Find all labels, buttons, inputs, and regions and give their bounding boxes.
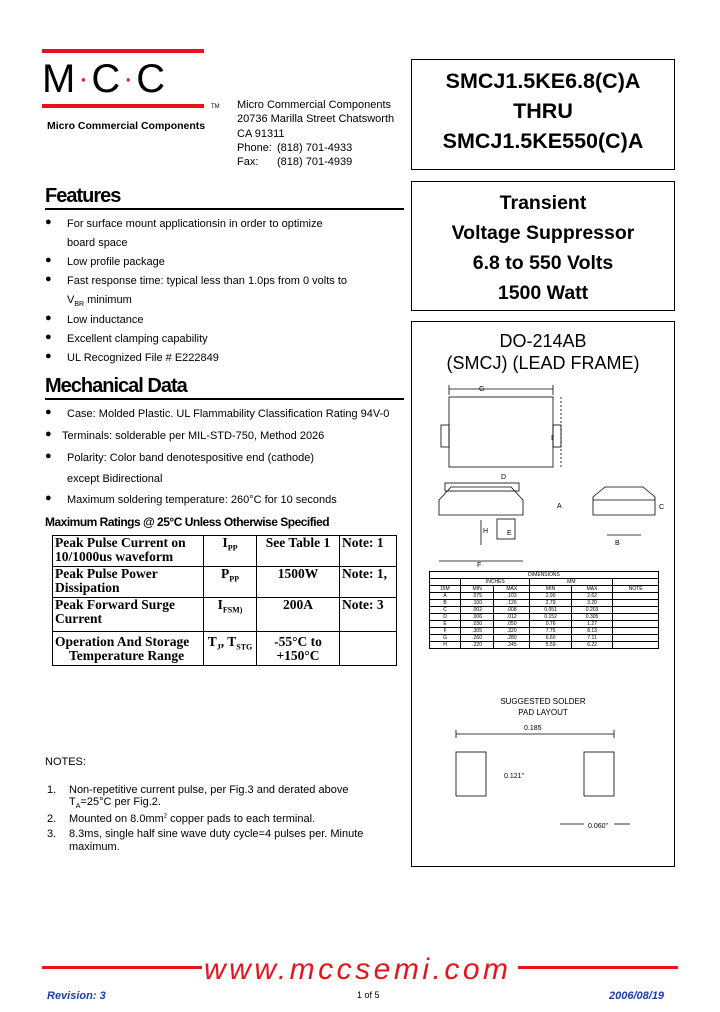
dim-label-e: E xyxy=(507,530,512,537)
table-row: B .100 .126 2.79 3.20 xyxy=(430,600,659,607)
top-view xyxy=(441,385,561,467)
note-item: 2. Mounted on $8.0mm^2$ copper pads to each terminal. xyxy=(47,813,316,825)
table-row: Operation And Storage Temperature Range $T_J$, $T_{STG}$ -55°C to +150°C xyxy=(53,632,397,666)
logo-subtitle: Micro Commercial Components xyxy=(47,120,206,132)
page-number: 1 of 5 xyxy=(357,990,380,1000)
solder-title: SUGGESTED SOLDER PAD LAYOUT xyxy=(500,697,586,717)
table-row: DIM MIN MAX MIN MAX NOTE xyxy=(430,586,659,593)
header-bottom-rule xyxy=(42,104,204,108)
mcc-logo: M·C·C xyxy=(42,57,167,101)
table-row: G .260 .280 6.60 7.11 xyxy=(430,635,659,642)
note-item: 1. Non-repetitive current pulse, per Fig.3 and derated above $T_A=25^\circ C$ per Fig.2. xyxy=(47,784,349,811)
table-row: C .002 .008 0.051 0.203 xyxy=(430,607,659,614)
notes-title: NOTES: xyxy=(45,756,86,768)
max-ratings-title: Maximum Ratings @ 25°C Unless Otherwise Specified xyxy=(45,515,330,529)
side-view xyxy=(439,483,523,561)
solder-pad-drawing xyxy=(440,720,640,835)
end-view xyxy=(593,487,655,535)
dim-label-b: B xyxy=(615,540,620,547)
table-row: DIMENSIONS xyxy=(430,572,659,579)
dim-label-c: C xyxy=(659,504,665,511)
dim-label-i: I xyxy=(551,435,553,442)
table-row: Peak Forward Surge Current $I_{FSM)}$ 200A Note: 3 xyxy=(53,598,397,632)
mechanical-rule xyxy=(45,398,404,400)
dim-label-g: G xyxy=(479,386,485,393)
table-row: A .075 .103 2.90 2.62 xyxy=(430,593,659,600)
table-row: Peak Pulse Power Dissipation $P_{PP}$ 1500W Note: 1, xyxy=(53,567,397,598)
features-rule xyxy=(45,208,404,210)
company-address: Micro Commercial Components 20736 Marilla Street Chatsworth CA 91311 Phone: (818) 701-4933 Fax: (818) 701-4939 xyxy=(237,99,395,169)
description-box: Transient Voltage Suppressor 6.8 to 550 Volts 1500 Watt xyxy=(411,181,675,311)
footer-rule-left xyxy=(42,966,202,969)
trademark: TM xyxy=(211,104,220,110)
package-title: DO-214AB (SMCJ) (LEAD FRAME) xyxy=(446,331,640,373)
solder-dim-1: 0.185 xyxy=(524,725,542,732)
footer-rule-right xyxy=(518,966,678,969)
solder-dim-2: 0.121" xyxy=(504,773,525,780)
note-item: 3. 8.3ms, single half sine wave duty cycle=4 pulses per. Minute maximum. xyxy=(47,828,364,853)
part-number-box: SMCJ1.5KE6.8(C)A THRU SMCJ1.5KE550(C)A xyxy=(411,59,675,170)
table-row: F .305 .320 7.75 8.13 xyxy=(430,628,659,635)
solder-dim-3: 0.060" xyxy=(588,823,609,830)
table-row: Peak Pulse Current on 10/1000us waveform $I_{PP}$ See Table 1 Note: 1 xyxy=(53,536,397,567)
dim-label-a: A xyxy=(557,503,562,510)
table-row: D .006 .012 0.152 0.305 xyxy=(430,614,659,621)
dim-label-h: H xyxy=(483,528,489,535)
table-row: H .220 .245 5.59 6.22 xyxy=(430,642,659,649)
package-drawing xyxy=(411,375,675,570)
mechanical-title: Mechanical Data xyxy=(45,375,187,397)
max-ratings-table xyxy=(52,535,397,666)
table-row: INCHES MM xyxy=(430,579,659,586)
header-top-rule xyxy=(42,49,204,53)
website-link[interactable]: www.mccsemi.com xyxy=(204,953,512,986)
dimensions-table xyxy=(429,571,659,649)
table-row: E .030 .050 0.76 1.27 xyxy=(430,621,659,628)
features-title: Features xyxy=(45,185,121,207)
dim-label-f: F xyxy=(477,562,482,569)
dim-label-d: D xyxy=(501,474,507,481)
document-date: 2006/08/19 xyxy=(609,990,665,1002)
revision-label: Revision: 3 xyxy=(47,990,106,1002)
